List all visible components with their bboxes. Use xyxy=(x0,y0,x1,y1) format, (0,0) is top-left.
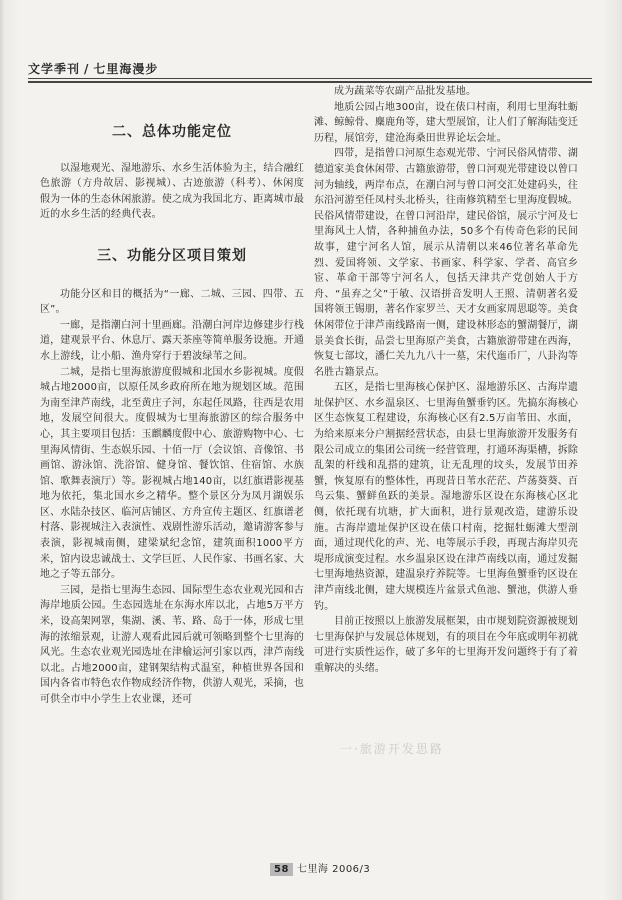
bleed-through-text: 一·旅游开发思路 xyxy=(340,742,444,756)
header-section: 文学季刊 xyxy=(28,62,81,76)
section-heading-3: 三、功能分区项目策划 xyxy=(97,247,247,264)
header-rule-thick xyxy=(28,81,592,83)
paragraph: 地质公园占地300亩，设在俵口村南，利用七里海牡蛎滩、鲸鲸骨、麋鹿角等，建大型展馆，让人们了解海陆变迁历程，展馆旁，建沧海桑田世界论坛会址。 xyxy=(314,101,578,144)
paragraph: 三园，是指七里海生态园、国际型生态农业观光园和古海岸地质公园。生态园选址在东海水库以北，占地5万平方米，设高架网罩，集湖、溪、苇、路、岛于一体，形成七里海的浓缩景观，让游人观看此园后就可领略到整个七里海的风光。生态农业观光园选址在津榆运河引家以西，津芦南线以北。占地2000亩，建钢架结构式温室，种植世界各国和国内各省市特色农作物成经济作物，供游人观光，采摘，也可供全市中小学生上农业课，还可 xyxy=(40,584,304,705)
paragraph: 四带，是指曾口河原生态观光带、宁河民俗风情带、湖德道家美食休闲带、古籍旅游带，曾口河观光带建设以曾口河为轴线，两岸布点，在潮白河与曾口河交汇处建码头，往东沿河游至任凤村头北桥头，往南修筑精至七里海度假城。民俗风情带建设，在曾口河沿岸，建民俗馆，展示宁河及七里海风土人情，各种捕鱼办法，50多个有传奇色彩的民间故事，建宁河名人馆，展示从清朝以来46位著名革命先烈、爱国将领、文学家、书画家、科学家、学者、高官乡宦、革命干部等宁河名人，包括天津共产党创始人于方舟、“虽弃之父”于敏、汉语拼音发明人王照、清朝著名爱国将领王锡朋，著名作家罗兰、天才女画家周思聪等。美食休闲带位于津芦南线路南一侧，建设林形态的蟹湖餐厅，湖景美食长街，品尝七里海原产美食，古籍旅游带建在西海，恢复七部坟，潘仁关九九八十一墓，宋代迤币厂，八卦沟等名胜古籍景点。 xyxy=(314,148,578,378)
header-column: 七里海漫步 xyxy=(93,62,159,76)
binding-edge-shadow xyxy=(0,0,6,900)
paragraph: 一廊，是指潮白河十里画廊。沿潮白河岸边修建步行栈道，建观景平台、休息厅、露天茶座等简单服务设施。开通水上游线，让小船、渔舟穿行于碧波绿苇之间。 xyxy=(40,319,304,362)
page-footer xyxy=(270,860,370,876)
paragraph: 二城，是指七里海旅游度假城和北国水乡影视城。度假城占地2000亩，以原任凤乡政府所在地为规划区域。范围为南至津芦南线，北至黄庄子河，东起任凤路，往西是农用地，发展空间很大。度假城为七里海旅游区的综合服务中心，其主要项目包括：玉麒麟度假中心、旅游购物中心、七里海风情街、生态娱乐园、十佰一厅（会议馆、音像馆、书画馆、游泳馆、洗浴馆、健身馆、餐饮馆、住宿馆、水族馆、歌舞表演厅）等。影视城占地140亩，以红旗谱影视基地为依托，集北国水乡之精华。整个景区分为凤月湖娱乐区、水陆杂技区、临河店铺区、方舟宣传主题区、红旗谱老村落、影视城注入表演性、戏剧性游乐活动，邀请游客参与表演，影视城南侧，建梁斌纪念馆，建筑面积1000平方米，馆内设忠诚战士、文学巨匠、人民作家、书画名家、大地之子等五部分。 xyxy=(40,366,304,581)
section-heading-2: 二、总体功能定位 xyxy=(112,124,232,140)
left-column xyxy=(40,95,304,708)
paragraph: 五区，是指七里海核心保护区、湿地游乐区、古海岸遗址保护区、水乡温泉区、七里海鱼蟹垂钓区。先搞东海核心区生态恢复工程建设，东海核心区有2.5万亩苇田、水面，为给来原来分户割据经营状态，由县七里海旅游开发服务有限公司成立的集团公司统一经营管理，打通环海渠槽，拆除乱架的杆线和乱搭的建筑，让无乱理的坟头，发展节田养蟹，恢复原有的整体性，再现昔日苇水茫茫、芦荡葵葵、百鸟云集、蟹鲜鱼跃的美景。湿地游乐区设在东海核心区北侧，依托现有坑塘，扩大面积，进行景观改造，建游乐设施。古海岸遗址保护区设在俵口村南，挖掘牡蛎滩大型剖面，通过现代化的声、光、电等展示手段，再现古海岸贝壳堤形成演变过程。水乡温泉区设在津芦南线以南，通过发掘七里海地热资源，建温泉疗养院等。七里海鱼蟹垂钓区设在津芦南线北侧，建大规模连片盆景式鱼池、蟹池，供游人垂钓。 xyxy=(314,382,578,612)
header-rule-thin xyxy=(28,78,592,79)
paragraph: 以湿地观光、湿地游乐、水乡生活体验为主，结合融红色旅游（方舟故居、影视城）、古迹旅游（科考）、休闲度假为一体的生态休闲旅游。使之成为我国北方、距离城市最近的水乡生活的经典代表。 xyxy=(40,162,304,221)
paragraph: 成为蔬菜等农副产品批发基地。 xyxy=(334,86,477,97)
page-number: 58 xyxy=(270,863,293,876)
header-separator: / xyxy=(84,62,90,76)
running-header xyxy=(28,60,158,77)
paragraph: 功能分区和目的概括为“一廊、二城、三园、四带、五区”。 xyxy=(40,288,304,316)
footer-journal: 七里海 2006/3 xyxy=(296,864,371,875)
right-column xyxy=(314,84,578,677)
paragraph: 目前正按照以上旅游发展框架，由市规划院资源被规划七里海保护与发展总体规划，有的项目在今年底或明年初就可进行实质性运作，破了多年的七里海开发问题终于有了着重解决的头绪。 xyxy=(314,616,578,674)
